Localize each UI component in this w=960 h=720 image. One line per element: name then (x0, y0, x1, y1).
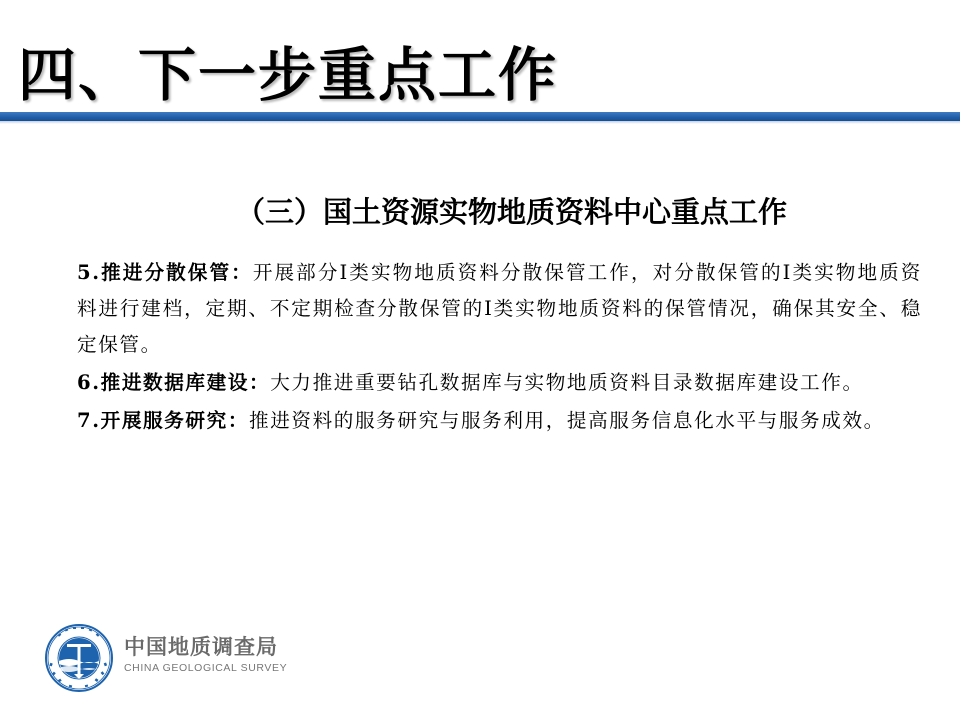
content-body (77, 255, 922, 441)
list-item (77, 255, 922, 363)
item-text: 推进资料的服务研究与服务利用，提高服务信息化水平与服务成效。 (249, 409, 885, 432)
item-number: 7. (77, 409, 101, 432)
list-item (77, 365, 922, 401)
title-divider-bar (0, 112, 960, 121)
org-name-en: CHINA GEOLOGICAL SURVEY (124, 662, 288, 674)
org-name-cn: 中国地质调查局 (124, 635, 278, 659)
list-item (77, 403, 922, 439)
item-text: 开展部分I类实物地质资料分散保管工作，对分散保管的I类实物地质资料进行建档，定期、不定期检查分散保管的I类实物地质资料的保管情况，确保其安全、稳定保管。 (77, 261, 922, 356)
item-number: 5. (77, 261, 101, 284)
title-divider-shadow (0, 121, 960, 124)
item-title: 推进数据库建设： (100, 371, 271, 394)
item-title: 推进分散保管： (100, 261, 253, 284)
item-title: 开展服务研究： (100, 409, 250, 432)
section-heading: （三）国土资源实物地质资料中心重点工作 (236, 195, 788, 229)
item-text: 大力推进重要钻孔数据库与实物地质资料目录数据库建设工作。 (270, 371, 864, 394)
item-number: 6. (77, 371, 101, 394)
slide-title: 四、下一步重点工作 (18, 41, 559, 109)
china-geological-survey-emblem-icon (44, 623, 114, 693)
